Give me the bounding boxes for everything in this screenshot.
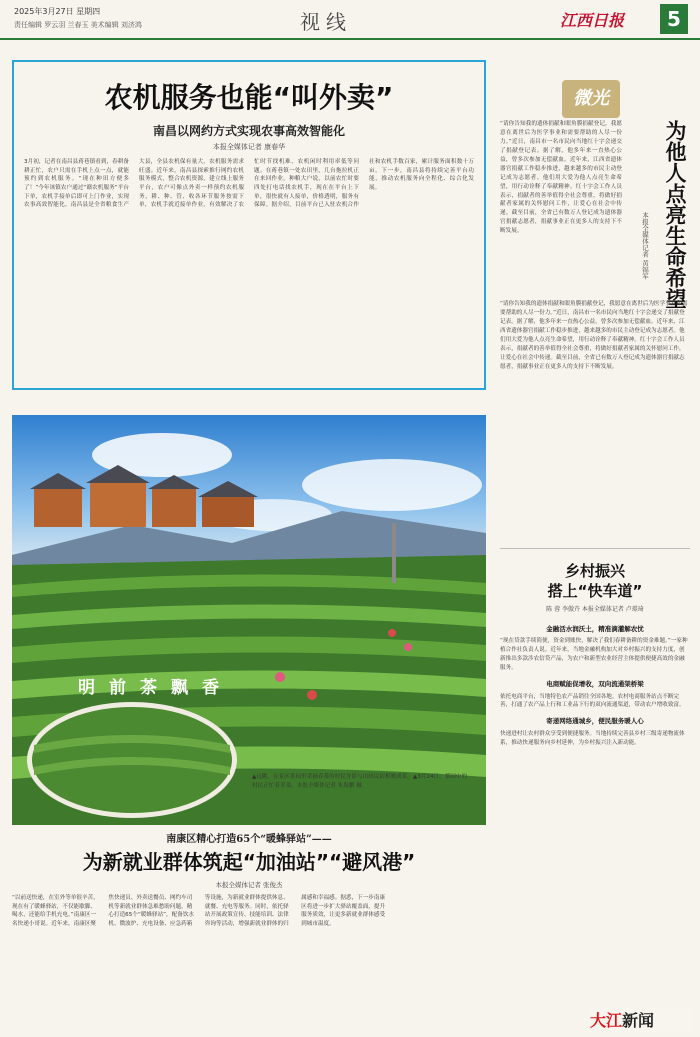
lead-story-title[interactable]: 农机服务也能“叫外卖” (104, 81, 394, 114)
rural-subhead: 金融活水润沃土，精准滴灌解农忧 (546, 625, 644, 633)
lead-story-byline: 本报全媒体记者 康春华 (212, 143, 286, 151)
column-byline: 本报全媒体记者 黄锦军 (641, 212, 649, 280)
newspaper-brand: 江西日报 (560, 11, 625, 30)
tea-garden-illustration (12, 415, 486, 825)
rural-body (500, 618, 690, 1028)
lead-story-body: 3月初，记者在南昌县蒋巷镇看到，春耕备耕正忙，农户只需在手机上点一点，就能预约到农机服务。“现在种田方便多了！”今年该镇农户通过“赣农机服务”平台下单，农机手接单后即可上门作业，实现农事高效智能化。南昌县是全省粮食生产大县，全县农机保有量大，农机服务需求旺盛。近年来，南昌县探索推行网约农机服务模式，整合农机资源，建立线上服务平台，农户可像点外卖一样预约农机服务，耕、种、管、收各环节服务按需下单，农机手就近接单作业，有效解决了农忙时节找机难、农机闲时利用率低等问题。在蒋巷镇一处农田里，几台拖拉机正在来回作业。种粮大户说，以前农忙时要四处打电话找农机手，现在在平台上下单，很快就有人接单，价格透明，服务有保障。据介绍，目前平台已入驻农机合作社和农机手数百家，累计服务面积数十万亩。下一步，南昌县将持续完善平台功能，推动农机服务向全程化、综合化发展。 (24, 159, 474, 209)
story2-byline: 本报全媒体记者 张俊杰 (215, 881, 283, 889)
rural-title-line1[interactable]: 乡村振兴 (564, 562, 625, 580)
rural-byline: 陈 蓉 李傲卉 本报全媒体记者 卢璟琦 (546, 606, 644, 613)
column-body-lower: “请你告知我的遗体捐献和眼角膜捐献登记，我愿意在离世后为医学事业和需要帮助的人尽一份力。”近日，南昌市一名市民向当地红十字会递交了捐献登记表。据了解，他多年来一直热心公益，曾多次参加无偿献血。近年来，江西省遗体器官捐献工作稳步推进，越来越多的市民主动登记成为志愿者。他们用大爱为他人点亮生命希望，用行动诠释了奉献精神。红十字会工作人员表示，捐献者的善举值得全社会尊重，将做好捐献者家属的关怀慰问工作，让爱心在社会中传递。截至目前，全省已有数万人登记成为遗体器官捐献志愿者，捐献事业正在更多人的支持下不断发展。 (500, 301, 688, 370)
lead-story-subtitle: 南昌以网约方式实现农事高效智能化 (152, 124, 345, 138)
lead-story (12, 60, 486, 390)
rural-subhead: 寄递网络通城乡，便民服务暖人心 (546, 717, 644, 726)
logo-red-part: 大江 (590, 1011, 623, 1030)
story2-title[interactable]: 为新就业群体筑起“加油站”“避风港” (82, 850, 416, 874)
rural-paragraph: 依托电商平台，当地特色农产品销往全国各地。农村电商服务站点不断完善，打通了农产品上行和工业品下行的双向流通渠道，带动农户增收致富。 (500, 693, 685, 709)
photo-caption: ▲远眺，在景区茶园里采摘春茶的村民身影与山间民宿相映成景。▲3月24日，茶园中的村民正忙着采茶。本报全媒体记者 朱海鹏 摄 (252, 774, 468, 789)
editor-credits: 责任编辑 罗云羽 兰春玉 美术编辑 刘济鸿 (14, 21, 142, 29)
rural-subhead: 电商赋能促增收，双向流通架桥梁 (546, 680, 644, 689)
page-header (0, 0, 700, 40)
page-number: 5 (660, 4, 688, 34)
tea-garden-photo[interactable] (12, 415, 486, 825)
logo-dark-part: 新闻 (622, 1011, 655, 1030)
issue-date: 2025年3月27日 星期四 (14, 7, 101, 16)
section-divider (500, 548, 690, 549)
column-logo: 微光 (562, 80, 620, 118)
rural-title-line2[interactable]: 搭上“快车道” (547, 582, 643, 600)
column-title[interactable]: 为他人点亮生命希望 (663, 120, 688, 309)
column-body: “请你告知我的遗体捐献和眼角膜捐献登记，我愿意在离世后为医学事业和需要帮助的人尽一份力。”近日，南昌市一名市民向当地红十字会递交了捐献登记表。据了解，他多年来一直热心公益，曾多次参加无偿献血。近年来，江西省遗体器官捐献工作稳步推进，越来越多的市民主动登记成为志愿者。他们用大爱为他人点亮生命希望，用行动诠释了奉献精神。红十字会工作人员表示，捐献者的善举值得全社会尊重，将做好捐献者家属的关怀慰问工作，让爱心在社会中传递。截至目前，全省已有数万人登记成为遗体器官捐献志愿者，捐献事业正在更多人的支持下不断发展。 (500, 121, 622, 235)
story2-kicker: 南康区精心打造65个“暖蜂驿站”—— (166, 834, 332, 845)
dajiang-news-logo (590, 1008, 694, 1032)
photo-label: 明前茶飘香 (78, 678, 233, 698)
section-title: 视线 (300, 10, 352, 34)
story2-body: “以前送快递，在室外等单很辛苦，现在有了暖蜂驿站，不仅能歇脚、喝水，还能给手机充电。”南康区一名快递小哥说。近年来，南康区聚焦快递员、外卖送餐员、网约车司机等新就业群体急难愁盼问题，精心打造65个“暖蜂驿站”，配备饮水机、微波炉、充电设备、应急药箱等设施，为新就业群体提供休息、就餐、充电等服务。同时，依托驿站开展政策宣传、技能培训、法律咨询等活动，增强新就业群体的归属感和幸福感。据悉，下一步南康区将进一步扩大驿站覆盖面，提升服务质效，让更多新就业群体感受到城市温度。 (12, 895, 386, 927)
rural-paragraph: “现在贷款手续简便，资金到账快，解决了我们春耕备耕的资金难题。”一家种植合作社负责人说。近年来，当地金融机构加大对乡村振兴的支持力度，创新推出多款涉农信贷产品，为农户和新型农业经营主体提供便捷高效的金融服务。 (500, 638, 688, 672)
rural-paragraph: 快递进村让农村群众享受到便捷服务。当地持续完善县乡村三级寄递物流体系，推动快递服务向乡村延伸，为乡村振兴注入新动能。 (500, 730, 685, 746)
